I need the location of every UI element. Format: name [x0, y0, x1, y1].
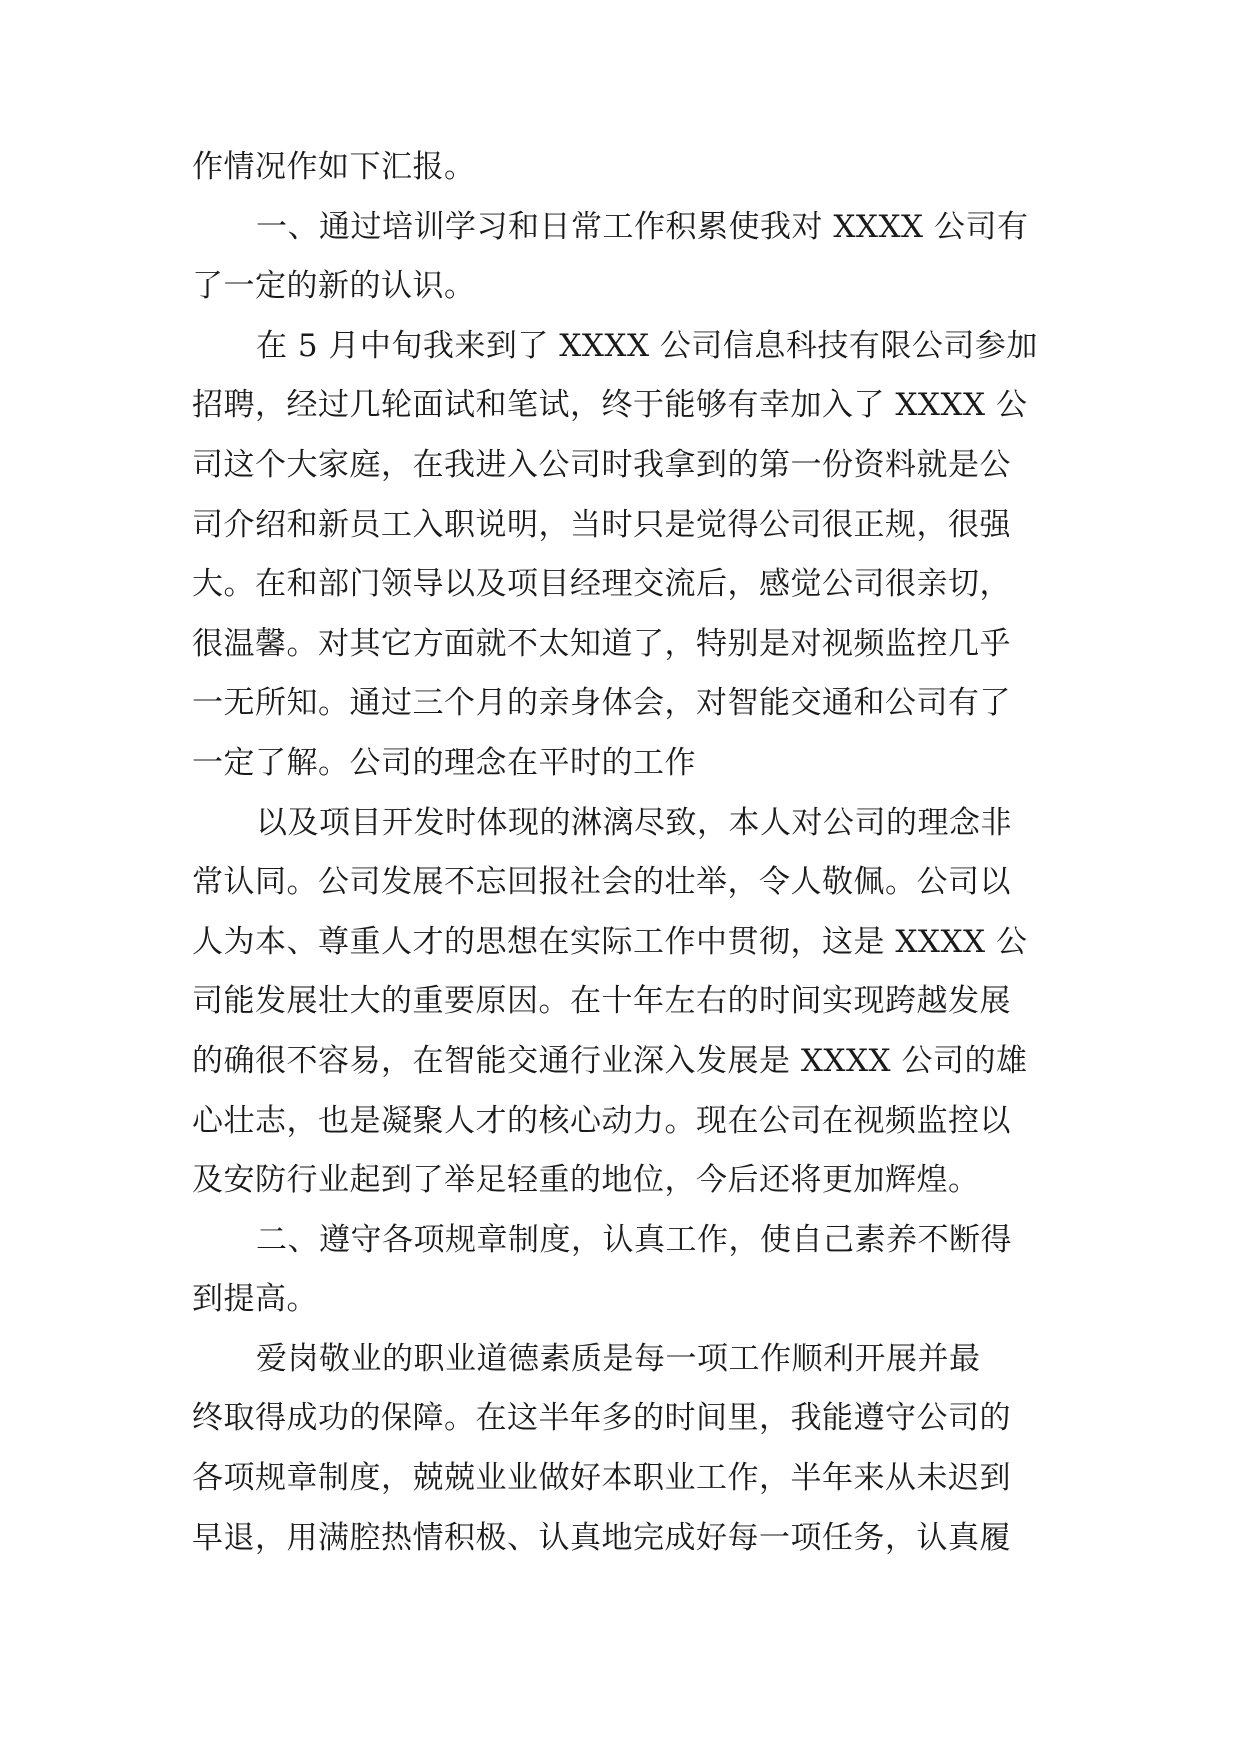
text-line: 了一定的新的认识。	[192, 268, 476, 305]
paragraph-professional-ethics	[192, 1330, 1052, 1568]
text-line: 心壮志，也是凝聚人才的核心动力。现在公司在视频监控以	[192, 1102, 1011, 1139]
paragraph-section-two-heading	[192, 1211, 1052, 1330]
text-line: 大。在和部门领导以及项目经理交流后，感觉公司很亲切，	[192, 566, 1011, 603]
text-line: 常认同。公司发展不忘回报社会的壮举，令人敬佩。公司以	[192, 864, 1011, 901]
text-line: 爱岗敬业的职业道德素质是每一项工作顺利开展并最	[256, 1340, 981, 1377]
text-line: 很温馨。对其它方面就不太知道了，特别是对视频监控几乎	[192, 625, 1011, 662]
text-line: 一定了解。公司的理念在平时的工作	[192, 744, 696, 781]
text-line: 在 5 月中旬我来到了 XXXX 公司信息科技有限公司参加	[256, 327, 1038, 364]
text-line: 各项规章制度，兢兢业业做好本职业工作，半年来从未迟到	[192, 1460, 1011, 1497]
text-line: 招聘，经过几轮面试和笔试，终于能够有幸加入了 XXXX 公	[192, 387, 1028, 424]
text-line: 早退，用满腔热情积极、认真地完成好每一项任务，认真履	[192, 1519, 1011, 1556]
text-line: 一无所知。通过三个月的亲身体会，对智能交通和公司有了	[192, 685, 1011, 722]
text-line: 以及项目开发时体现的淋漓尽致，本人对公司的理念非	[256, 804, 1012, 841]
text-line: 作情况作如下汇报。	[192, 149, 476, 185]
paragraph-joining-company	[192, 317, 1052, 794]
paragraph-section-one-heading	[192, 198, 1052, 317]
text-line: 终取得成功的保障。在这半年多的时间里，我能遵守公司的	[192, 1400, 1011, 1437]
paragraph-company-philosophy	[192, 794, 1052, 1211]
text-line: 司这个大家庭，在我进入公司时我拿到的第一份资料就是公	[192, 446, 1011, 483]
text-line: 司介绍和新员工入职说明，当时只是觉得公司很正规，很强	[192, 506, 1011, 543]
text-line: 司能发展壮大的重要原因。在十年左右的时间实现跨越发展	[192, 983, 1011, 1020]
text-line: 二、遵守各项规章制度，认真工作，使自己素养不断得	[256, 1221, 1012, 1258]
text-line: 一、通过培训学习和日常工作积累使我对 XXXX 公司有	[256, 208, 1029, 245]
document-page	[192, 138, 1052, 1568]
text-line: 及安防行业起到了举足轻重的地位，今后还将更加辉煌。	[192, 1162, 980, 1199]
text-line: 的确很不容易，在智能交通行业深入发展是 XXXX 公司的雄	[192, 1042, 1028, 1079]
text-line: 人为本、尊重人才的思想在实际工作中贯彻，这是 XXXX 公	[192, 923, 1028, 960]
text-line: 到提高。	[192, 1281, 318, 1318]
paragraph-report-intro	[192, 138, 1052, 198]
